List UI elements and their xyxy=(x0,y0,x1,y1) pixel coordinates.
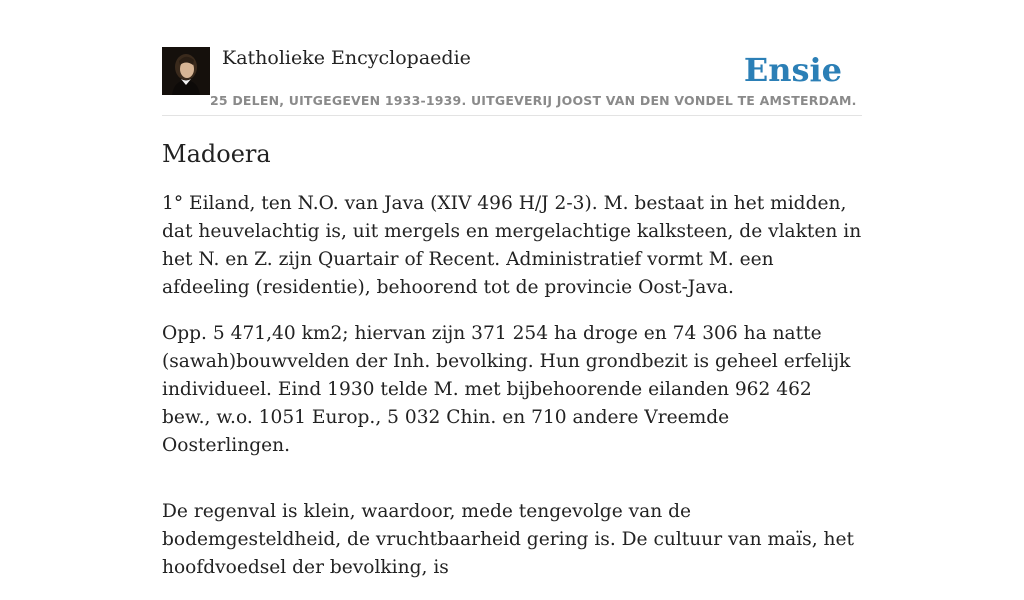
article xyxy=(162,139,862,600)
source-meta: 25 DELEN, UITGEGEVEN 1933-1939. UITGEVERIJ JOOST VAN DEN VONDEL TE AMSTERDAM. xyxy=(210,93,857,108)
article-paragraph: De regenval is klein, waardoor, mede tengevolge van de bodemgesteldheid, de vruchtbaarheid gering is. De cultuur van maïs, het hoofdvoedsel der bevolking, is xyxy=(162,501,854,578)
source-title[interactable]: Katholieke Encyclopaedie xyxy=(222,47,471,69)
brand-logo-link[interactable]: Ensie xyxy=(743,51,842,89)
source-header xyxy=(162,46,862,116)
source-avatar[interactable] xyxy=(162,47,210,95)
article-title: Madoera xyxy=(162,140,271,168)
article-paragraph: Opp. 5 471,40 km2; hiervan zijn 371 254 ha droge en 74 306 ha natte (sawah)bouwvelden der Inh. bevolking. Hun grondbezit is geheel erfelijk individueel. Eind 1930 telde M. met bijbehoorende eilanden 962 462 bew., w.o. 1051 Europ., 5 032 Chin. en 710 andere Vreemde Oosterlingen. xyxy=(162,323,851,456)
portrait-icon xyxy=(162,47,210,95)
article-paragraph: 1° Eiland, ten N.O. van Java (XIV 496 H/J 2-3). M. bestaat in het midden, dat heuvelachtig is, uit mergels en mergelachtige kalksteen, de vlakten in het N. en Z. zijn Quartair of Recent. Administratief vormt M. een afdeeling (residentie), behoorend tot de provincie Oost-Java. xyxy=(162,193,862,298)
